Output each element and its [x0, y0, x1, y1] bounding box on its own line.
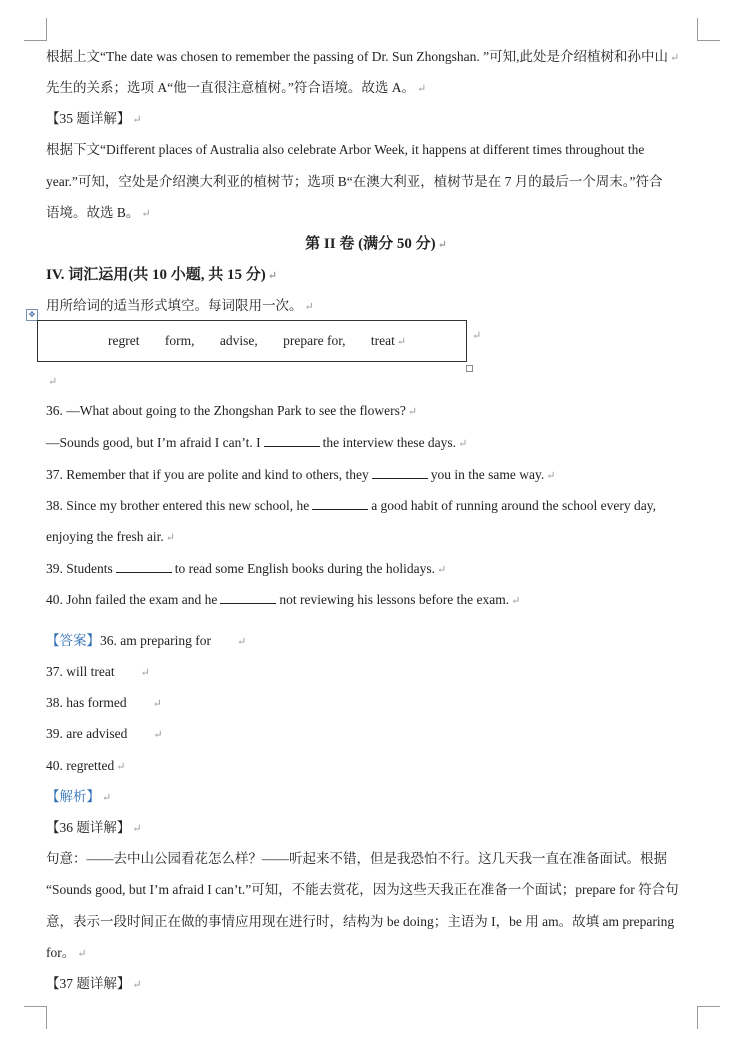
answer-40: 40. regretted ↵: [46, 758, 126, 773]
section-title: IV. 词汇运用(共 10 小题, 共 15 分) ↵: [46, 267, 277, 283]
word-bank-item: prepare for,: [283, 333, 346, 348]
corner-mark-bottom-left: [24, 1006, 47, 1029]
q35-explain-line: year.”可知，空处是介绍澳大利亚的植树节；选项 B“在澳大利亚，植树节是在 7 月的最后一个周末。”符合: [46, 174, 663, 189]
q36-heading: 【36 题详解】 ↵: [46, 820, 142, 835]
answer-blank: [372, 464, 428, 479]
word-bank-item: treat: [370, 333, 395, 348]
q35-heading: 【35 题详解】 ↵: [46, 111, 142, 126]
instruction: 用所给词的适当形式填空。每词限用一次。 ↵: [46, 298, 314, 313]
answer-38: 38. has formed ↵: [46, 695, 162, 710]
question-38-cont: enjoying the fresh air. ↵: [46, 529, 175, 544]
word-bank-box: regret form, advise, prepare for, treat ↵ ↵: [37, 320, 467, 362]
table-resize-handle[interactable]: [466, 365, 473, 372]
q34-explain-line: 根据上文“The date was chosen to remember the passing of Dr. Sun Zhongshan. ”可知,此处是介绍植树和孙中山 ↵: [46, 49, 680, 64]
answer-39: 39. are advised ↵: [46, 726, 163, 741]
question-37: 37. Remember that if you are polite and kind to others, they you in the same way. ↵: [46, 464, 556, 486]
corner-mark-top-left: [24, 18, 47, 41]
table-move-handle-icon[interactable]: ✥: [26, 309, 38, 321]
word-bank-list: regret form, advise, prepare for, treat ↵: [108, 333, 407, 348]
answer-blank: [264, 432, 320, 447]
empty-paragraph: ↵: [48, 376, 58, 388]
corner-mark-bottom-right: [697, 1006, 720, 1029]
q36-explain-line: 意，表示一段时间正在做的事情应用现在进行时，结构为 be doing；主语为 I，be 用 am。故填 am preparing: [46, 914, 675, 929]
q37-heading: 【37 题详解】 ↵: [46, 976, 142, 991]
question-40: 40. John failed the exam and he not reviewing his lessons before the exam. ↵: [46, 589, 520, 611]
question-39: 39. Students to read some English books during the holidays. ↵: [46, 558, 446, 580]
answer-blank: [220, 589, 276, 604]
word-bank-item: advise,: [219, 333, 258, 348]
word-bank-item: regret: [108, 333, 140, 348]
answer-37: 37. will treat ↵: [46, 664, 150, 679]
q35-explain-line: 语境。故选 B。 ↵: [46, 205, 151, 220]
question-36b: —Sounds good, but I’m afraid I can’t. I the interview these days. ↵: [46, 432, 467, 454]
q36-explain-line: 句意：——去中山公园看花怎么样？——听起来不错，但是我恐怕不行。这几天我一直在准备面试。根据: [46, 851, 667, 866]
q36-explain-line: for。 ↵: [46, 945, 87, 960]
answer-36: 【答案】36. am preparing for ↵: [46, 633, 247, 648]
word-bank-item: form,: [164, 333, 195, 348]
q34-explain-line: 先生的关系；选项 A“他一直很注意植树。”符合语境。故选 A。 ↵: [46, 80, 427, 95]
answer-blank: [116, 558, 172, 573]
part-title: 第 II 卷 (满分 50 分) ↵: [305, 236, 447, 252]
analysis-label: 【解析】 ↵: [46, 789, 112, 804]
q35-explain-line: 根据下文“Different places of Australia also celebrate Arbor Week, it happens at different times throughout the: [46, 142, 645, 157]
corner-mark-top-right: [697, 18, 720, 41]
answer-label: 【答案】: [46, 633, 100, 648]
question-36a: 36. —What about going to the Zhongshan Park to see the flowers? ↵: [46, 403, 418, 418]
question-38: 38. Since my brother entered this new school, he a good habit of running around the school every day,: [46, 495, 656, 516]
answer-blank: [312, 495, 368, 510]
q36-explain-line: “Sounds good, but I’m afraid I can’t.”可知，不能去赏花，因为这些天我正在准备一个面试；prepare for 符合句: [46, 882, 679, 897]
